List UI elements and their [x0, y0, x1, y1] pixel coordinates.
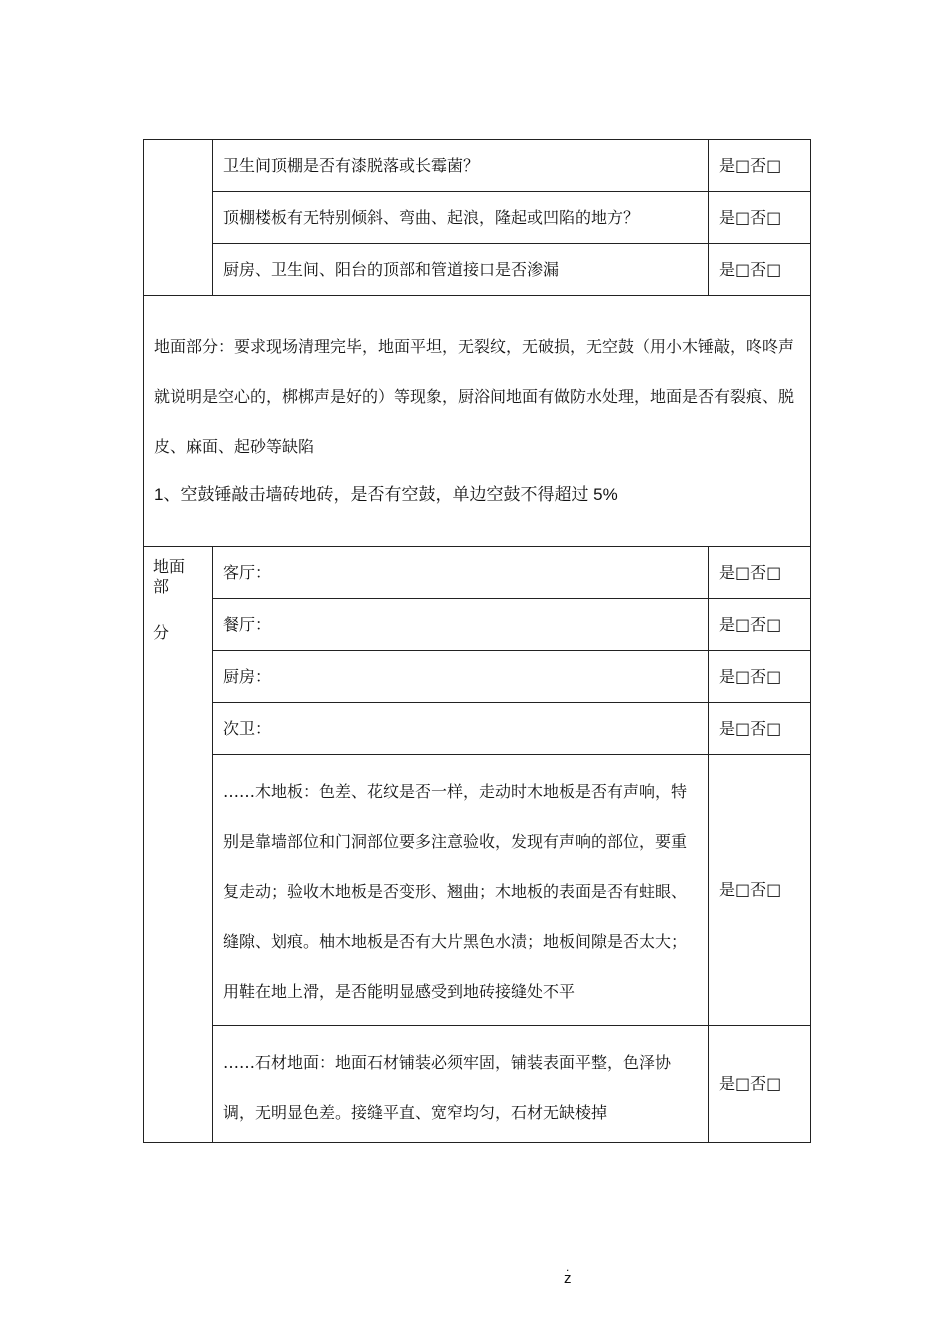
inspection-table — [143, 139, 811, 1143]
question-cell: 顶棚楼板有无特别倾斜、弯曲、起浪，隆起或凹陷的地方？ — [213, 192, 709, 244]
table-row — [144, 244, 811, 296]
yes-no-checkbox[interactable]: 是□否□ — [709, 1026, 811, 1143]
table-row — [144, 703, 811, 755]
question-cell: ……石材地面：地面石材铺装必须牢固，铺装表面平整，色泽协调，无明显色差。接缝平直、宽窄均匀，石材无缺棱掉 — [213, 1026, 709, 1143]
table-row — [144, 192, 811, 244]
floor-label-line: 部 — [153, 577, 170, 596]
question-cell: 厨房： — [213, 651, 709, 703]
question-cell: 次卫： — [213, 703, 709, 755]
yes-no-checkbox[interactable]: 是□否□ — [709, 140, 811, 192]
yes-no-checkbox[interactable]: 是□否□ — [709, 599, 811, 651]
table-row — [144, 599, 811, 651]
table-row — [144, 651, 811, 703]
table-row — [144, 1026, 811, 1143]
yes-no-checkbox[interactable]: 是□否□ — [709, 755, 811, 1026]
table-row — [144, 547, 811, 599]
empty-label-cell — [144, 140, 213, 296]
question-cell: ……木地板：色差、花纹是否一样，走动时木地板是否有声响，特别是靠墙部位和门洞部位要多注意验收，发现有声响的部位，要重复走动；验收木地板是否变形、翘曲；木地板的表面是否有蛀眼、缝隙、划痕。柚木地板是否有大片黑色水渍；地板间隙是否太大；用鞋在地上滑，是否能明显感受到地砖接缝处不平 — [213, 755, 709, 1026]
question-cell: 卫生间顶棚是否有漆脱落或长霉菌？ — [213, 140, 709, 192]
footer-letter: z — [564, 1270, 572, 1287]
yes-no-checkbox[interactable]: 是□否□ — [709, 703, 811, 755]
yes-no-checkbox[interactable]: 是□否□ — [709, 244, 811, 296]
yes-no-checkbox[interactable]: 是□否□ — [709, 547, 811, 599]
question-cell: 厨房、卫生间、阳台的顶部和管道接口是否渗漏 — [213, 244, 709, 296]
floor-label-cell — [144, 547, 213, 1143]
floor-section-paragraph: 地面部分：要求现场清理完毕，地面平坦，无裂纹，无破损，无空鼓（用小木锤敲，咚咚声就说明是空心的，梆梆声是好的）等现象，厨浴间地面有做防水处理，地面是否有裂痕、脱皮、麻面、起砂等缺陷 — [154, 337, 795, 456]
floor-section-cell — [144, 296, 811, 547]
yes-no-checkbox[interactable]: 是□否□ — [709, 651, 811, 703]
floor-section-row — [144, 296, 811, 547]
table-row — [144, 755, 811, 1026]
floor-section-item-1: 1、空鼓锤敲击墙砖地砖，是否有空鼓，单边空鼓不得超过 5% — [154, 485, 618, 504]
floor-label-line: 分 — [153, 623, 170, 642]
floor-label-line: 地面 — [153, 557, 186, 576]
table-row — [144, 140, 811, 192]
footer-dot: . — [566, 1260, 570, 1274]
question-cell: 餐厅： — [213, 599, 709, 651]
question-cell: 客厅： — [213, 547, 709, 599]
yes-no-checkbox[interactable]: 是□否□ — [709, 192, 811, 244]
